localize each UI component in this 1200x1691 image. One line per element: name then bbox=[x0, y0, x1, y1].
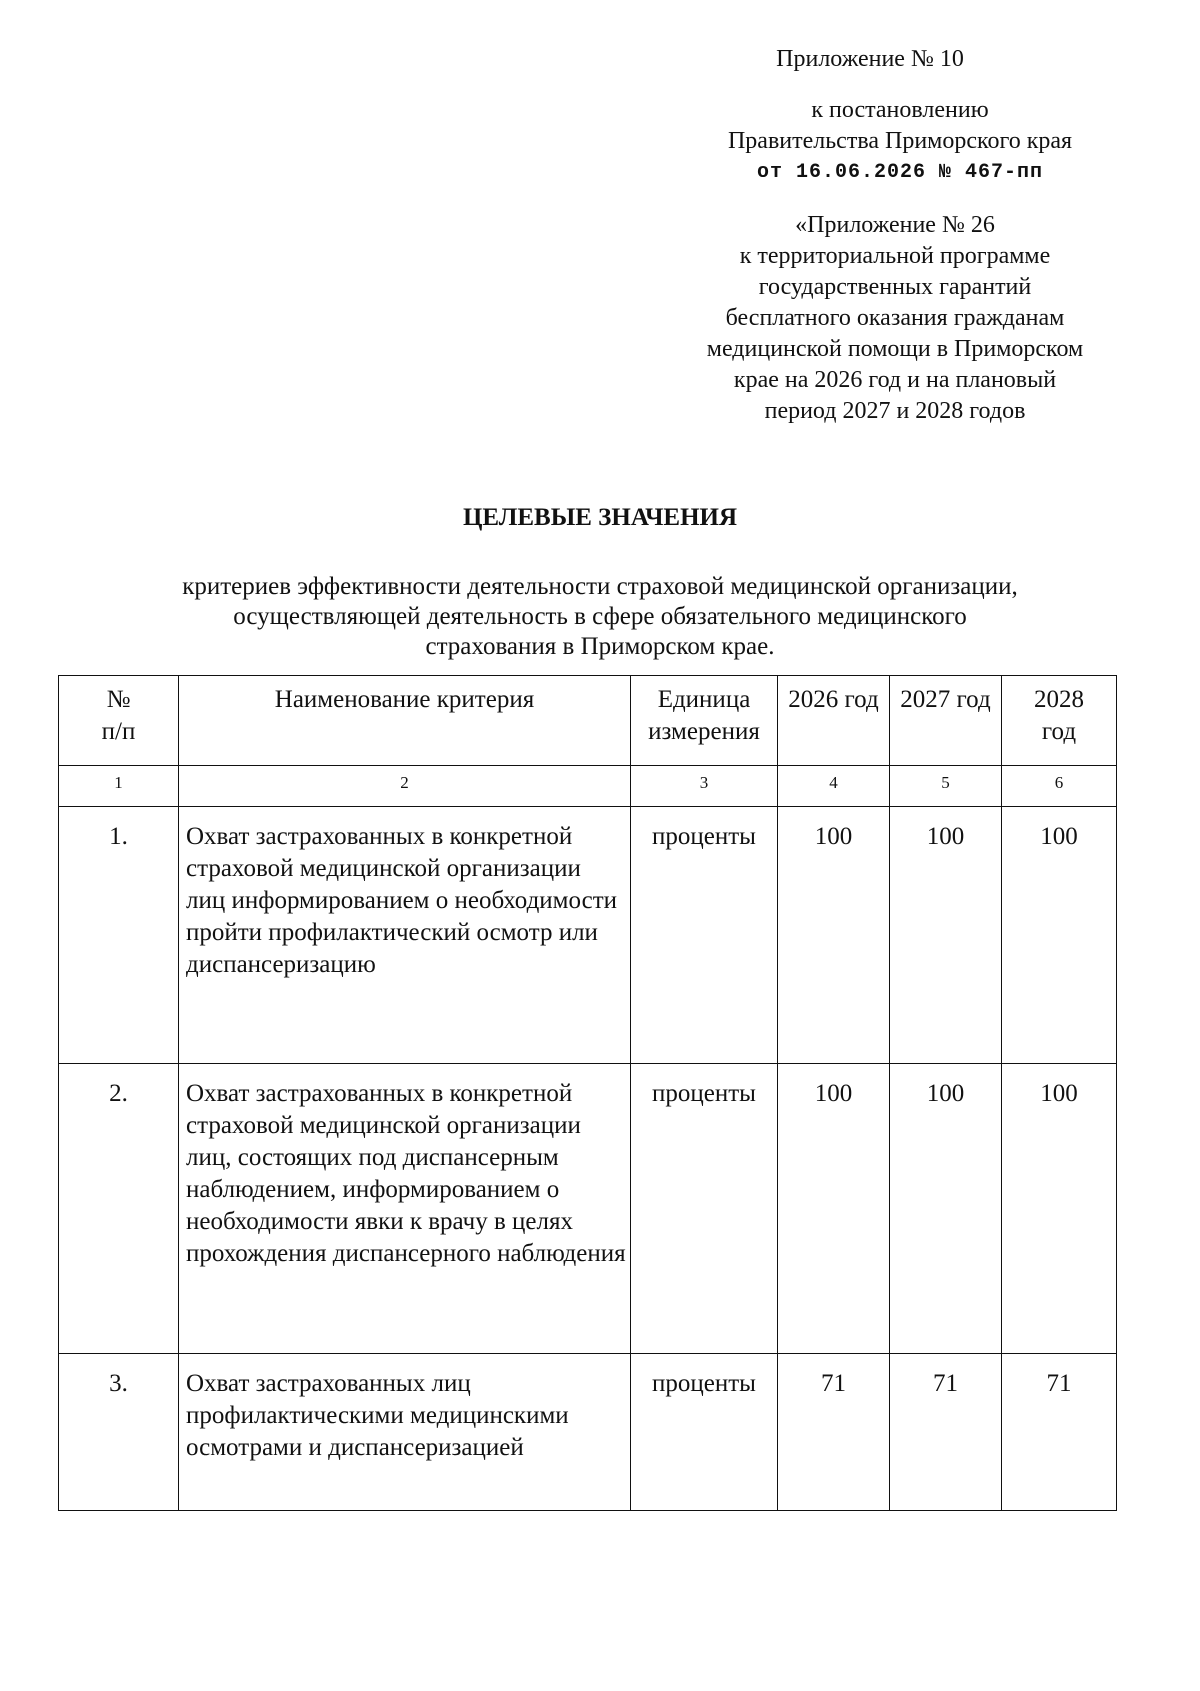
value-2026: 100 bbox=[778, 807, 890, 1064]
column-number: 3 bbox=[631, 766, 778, 807]
resolution-line-2: Правительства Приморского края bbox=[727, 128, 1073, 154]
program-appendix-line: государственных гарантий bbox=[758, 274, 1032, 300]
program-appendix-line: «Приложение № 26 bbox=[795, 212, 995, 238]
header-number bbox=[59, 676, 179, 766]
program-appendix-line: крае на 2026 год и на плановый bbox=[733, 367, 1057, 393]
header-2028 bbox=[1002, 676, 1117, 766]
value-2026: 100 bbox=[778, 1064, 890, 1354]
resolution-date-line: от 16.06.2026 № 467-пп bbox=[756, 161, 1044, 184]
row-number: 3. bbox=[59, 1354, 179, 1511]
value-2027: 71 bbox=[890, 1354, 1002, 1511]
header-unit bbox=[631, 676, 778, 766]
program-appendix-line: период 2027 и 2028 годов bbox=[764, 398, 1026, 424]
value-2026: 71 bbox=[778, 1354, 890, 1511]
header-2027: 2027 год bbox=[890, 676, 1002, 766]
column-number: 5 bbox=[890, 766, 1002, 807]
row-number: 1. bbox=[59, 807, 179, 1064]
program-appendix-line: бесплатного оказания гражданам bbox=[725, 305, 1065, 331]
header-criterion-name: Наименование критерия bbox=[179, 676, 631, 766]
resolution-reference bbox=[690, 95, 1110, 188]
program-appendix-line: к территориальной программе bbox=[739, 243, 1051, 269]
header-2026: 2026 год bbox=[778, 676, 890, 766]
header-unit-line-1: Единица bbox=[657, 686, 751, 713]
appendix-number bbox=[700, 44, 1040, 75]
value-2028: 71 bbox=[1002, 1354, 1117, 1511]
header-unit-line-2: измерения bbox=[648, 718, 760, 745]
column-number: 2 bbox=[179, 766, 631, 807]
subtitle-line: страхования в Приморском крае. bbox=[425, 633, 775, 660]
table-row bbox=[59, 1064, 1117, 1354]
column-number: 4 bbox=[778, 766, 890, 807]
value-2028: 100 bbox=[1002, 807, 1117, 1064]
table-row bbox=[59, 807, 1117, 1064]
row-number: 2. bbox=[59, 1064, 179, 1354]
appendix-line: Приложение № 10 bbox=[776, 46, 964, 72]
document-subtitle bbox=[120, 572, 1080, 662]
program-appendix-line: медицинской помощи в Приморском bbox=[706, 336, 1084, 362]
program-appendix-reference bbox=[650, 210, 1140, 427]
value-2028: 100 bbox=[1002, 1064, 1117, 1354]
criterion-name: Охват застрахованных в конкретной страховой медицинской организации лиц, состоящих под диспансерным наблюдением, информированием о необходимости явки к врачу в целях прохождения диспансерного наблюдения bbox=[179, 1064, 631, 1354]
unit-value: проценты bbox=[631, 807, 778, 1064]
criterion-name: Охват застрахованных лиц профилактическими медицинскими осмотрами и диспансеризацией bbox=[179, 1354, 631, 1511]
value-2027: 100 bbox=[890, 807, 1002, 1064]
document-title: ЦЕЛЕВЫЕ ЗНАЧЕНИЯ bbox=[462, 504, 738, 531]
table-header-row bbox=[59, 676, 1117, 766]
value-2027: 100 bbox=[890, 1064, 1002, 1354]
column-number: 1 bbox=[59, 766, 179, 807]
resolution-line-1: к постановлению bbox=[811, 97, 989, 123]
unit-value: проценты bbox=[631, 1354, 778, 1511]
criteria-table bbox=[58, 675, 1117, 1511]
header-number-line-2: п/п bbox=[101, 718, 136, 745]
column-number: 6 bbox=[1002, 766, 1117, 807]
header-2028-line-2: год bbox=[1041, 718, 1077, 745]
header-number-line-1: № bbox=[106, 686, 131, 713]
column-number-row bbox=[59, 766, 1117, 807]
subtitle-line: осуществляющей деятельность в сфере обязательного медицинского bbox=[233, 603, 967, 630]
subtitle-line: критериев эффективности деятельности страховой медицинской организации, bbox=[182, 573, 1018, 600]
header-2028-line-1: 2028 bbox=[1034, 686, 1084, 713]
criterion-name: Охват застрахованных в конкретной страховой медицинской организации лиц информированием о необходимости пройти профилактический осмотр или диспансеризацию bbox=[179, 807, 631, 1064]
table-row bbox=[59, 1354, 1117, 1511]
unit-value: проценты bbox=[631, 1064, 778, 1354]
